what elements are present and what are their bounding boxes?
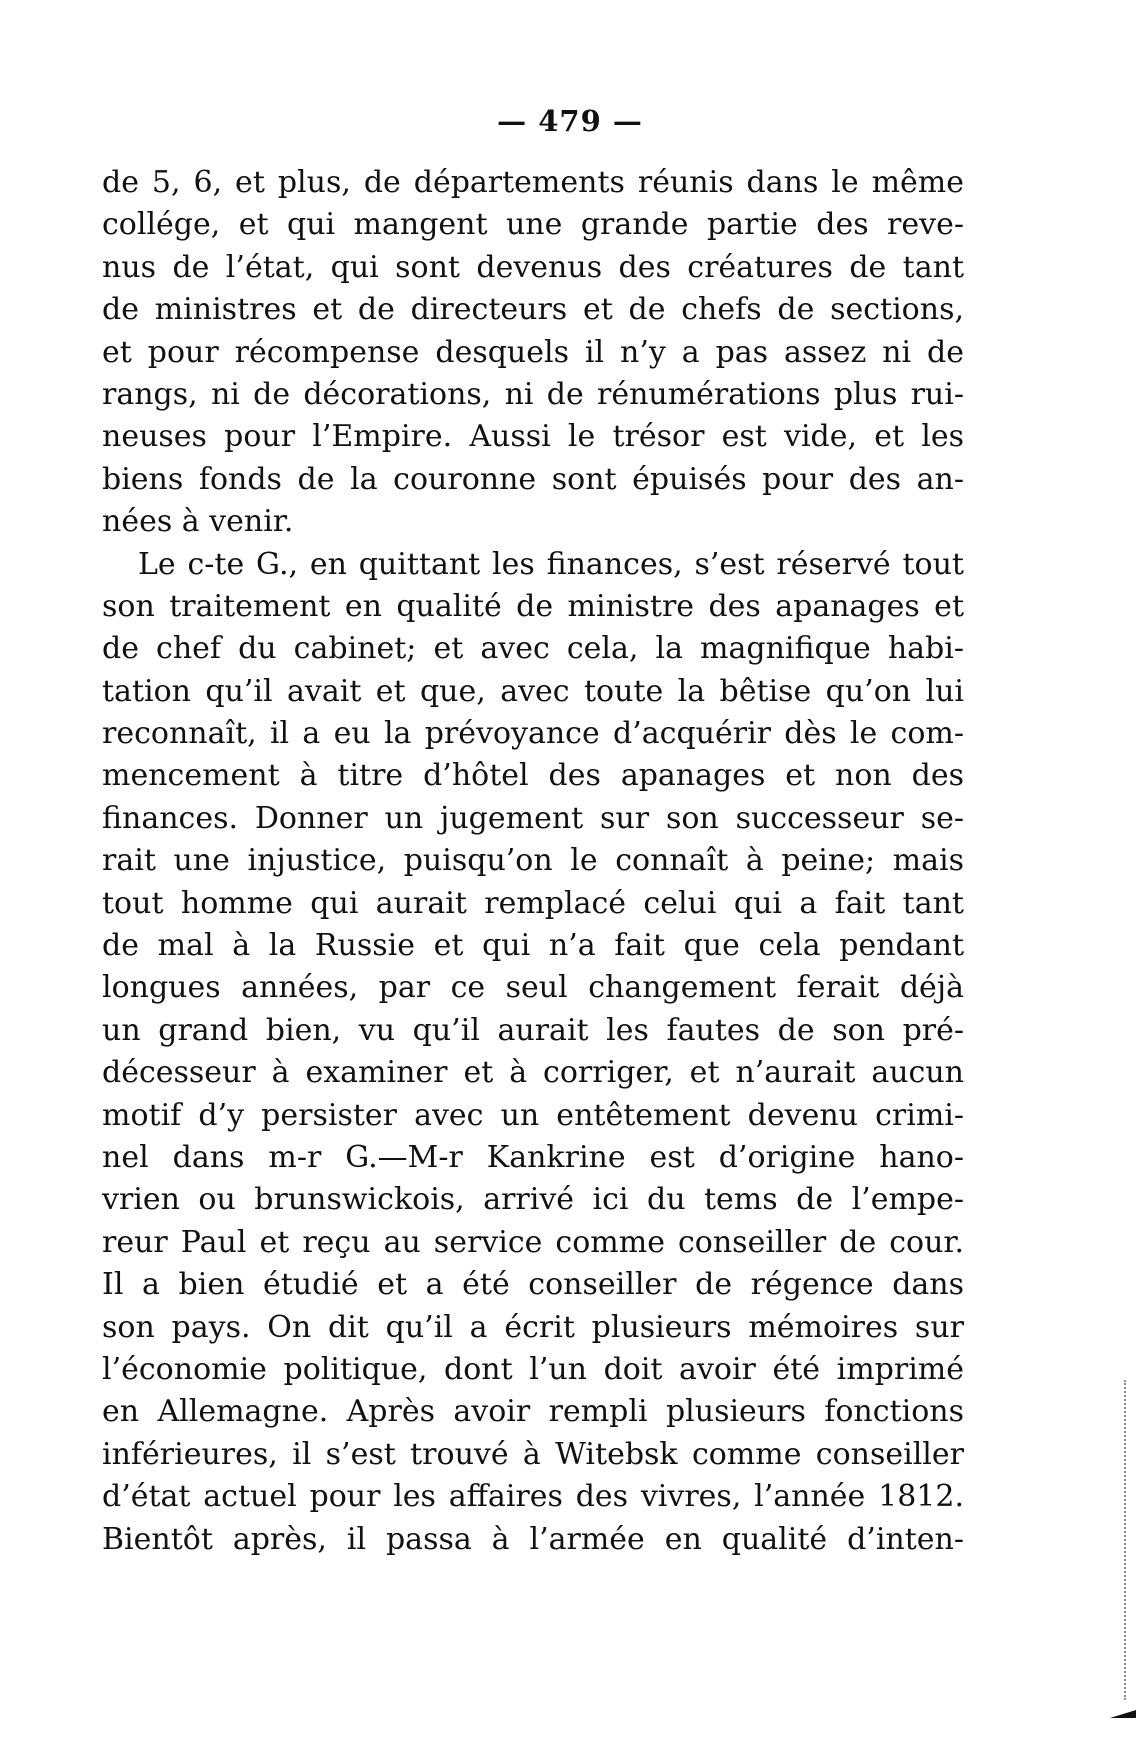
text-line: reur Paul et reçu au service comme conseiller de cour. bbox=[102, 1224, 964, 1260]
text-line: l’économie politique, dont l’un doit avoir été imprimé bbox=[102, 1351, 964, 1387]
text-line: collége, et qui mangent une grande partie des reve- bbox=[102, 207, 964, 243]
text-line: tation qu’il avait et que, avec toute la bêtise qu’on lui bbox=[102, 673, 964, 709]
text-line: motif d’y persister avec un entêtement devenu crimi- bbox=[102, 1097, 964, 1133]
text-line: et pour récompense desquels il n’y a pas assez ni de bbox=[102, 334, 964, 370]
text-line: inférieures, il s’est trouvé à Witebsk comme conseiller bbox=[102, 1436, 964, 1472]
paragraph-start-line: Le c-te G., en quittant les finances, s’est réservé tout bbox=[138, 546, 964, 582]
text-line: neuses pour l’Empire. Aussi le trésor est vide, et les bbox=[102, 419, 964, 455]
text-line: un grand bien, vu qu’il aurait les fautes de son pré- bbox=[102, 1012, 964, 1048]
text-line: rangs, ni de décorations, ni de rénumérations plus rui- bbox=[102, 376, 964, 412]
text-line: décesseur à examiner et à corriger, et n’aurait aucun bbox=[102, 1055, 964, 1091]
text-line: Bientôt après, il passa à l’armée en qualité d’inten- bbox=[102, 1521, 964, 1557]
text-line: rait une injustice, puisqu’on le connaît à peine; mais bbox=[102, 843, 964, 879]
text-line: longues années, par ce seul changement ferait déjà bbox=[102, 970, 964, 1006]
text-line: son traitement en qualité de ministre des apanages et bbox=[102, 588, 964, 624]
text-line: vrien ou brunswickois, arrivé ici du tems de l’empe- bbox=[102, 1182, 964, 1218]
page-edge-shadow bbox=[1124, 1380, 1128, 1700]
text-line: reconnaît, il a eu la prévoyance d’acquérir dès le com- bbox=[102, 716, 964, 752]
text-line: biens fonds de la couronne sont épuisés pour des an- bbox=[102, 461, 964, 497]
text-line: de 5, 6, et plus, de départements réunis dans le même bbox=[102, 165, 964, 200]
text-line: de mal à la Russie et qui n’a fait que cela pendant bbox=[102, 928, 964, 964]
text-line: Il a bien étudié et a été conseiller de régence dans bbox=[102, 1267, 964, 1303]
scan-corner-mark bbox=[1110, 1710, 1136, 1718]
text-line: en Allemagne. Après avoir rempli plusieurs fonctions bbox=[102, 1394, 964, 1430]
text-line: finances. Donner un jugement sur son successeur se- bbox=[102, 800, 964, 836]
body-text bbox=[102, 162, 964, 1561]
text-line: mencement à titre d’hôtel des apanages et non des bbox=[102, 758, 964, 794]
paragraph-end-line: nées à venir. bbox=[102, 504, 294, 540]
text-line: nel dans m-r G.—M-r Kankrine est d’origine hano- bbox=[102, 1139, 964, 1175]
page-number: — 479 — bbox=[497, 104, 643, 138]
text-line: d’état actuel pour les affaires des vivres, l’année 1812. bbox=[102, 1479, 964, 1515]
text-line: tout homme qui aurait remplacé celui qui a fait tant bbox=[102, 885, 964, 921]
text-line: son pays. On dit qu’il a écrit plusieurs mémoires sur bbox=[102, 1309, 964, 1345]
text-line: nus de l’état, qui sont devenus des créatures de tant bbox=[102, 249, 964, 285]
text-line: de ministres et de directeurs et de chefs de sections, bbox=[102, 292, 964, 328]
text-line: de chef du cabinet; et avec cela, la magnifique habi- bbox=[102, 631, 964, 667]
